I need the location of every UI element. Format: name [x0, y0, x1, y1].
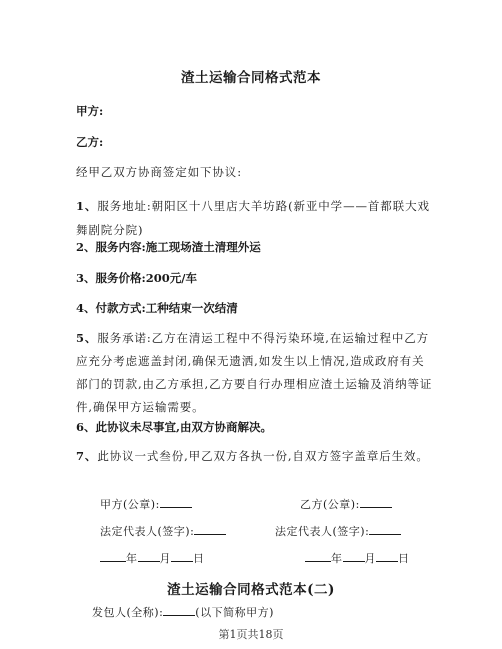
clause-6-text: 此协议未尽事宜,由双方协商解决。: [95, 420, 273, 434]
clause-7-number: 7、: [76, 449, 98, 463]
page-footer: 第1页共18页: [218, 628, 284, 641]
contractor-blank: [163, 603, 195, 616]
party-b-seal: [300, 495, 392, 513]
party-a-seal: [100, 495, 192, 513]
party-b-date: [305, 549, 410, 567]
month-label: 月: [159, 552, 171, 565]
party-b-month-blank: [343, 549, 365, 562]
party-a-month-blank: [138, 549, 160, 562]
intro-text: 经甲乙双方协商签定如下协议:: [76, 165, 242, 179]
contractor-label: 发包人(全称):: [92, 606, 164, 619]
clause-4-number: 4、: [76, 301, 96, 315]
party-a-day-blank: [171, 549, 193, 562]
clause-5-number: 5、: [76, 331, 98, 345]
clause-3-number: 3、: [76, 271, 96, 285]
party-a-rep-blank: [194, 522, 226, 535]
year-label: 年: [126, 552, 138, 565]
party-b-seal-blank: [360, 495, 392, 508]
clause-7-text: 此协议一式叁份,甲乙双方各执一份,自双方签字盖章后生效。: [97, 449, 429, 463]
clause-1-number: 1、: [76, 199, 98, 213]
day-label: 日: [398, 552, 410, 565]
clause-3: [76, 270, 432, 287]
party-b-seal-label: 乙方(公章):: [300, 498, 360, 511]
clause-3-text: 服务价格:200元/车: [95, 271, 197, 285]
clause-5: [76, 327, 434, 419]
party-a-rep-label: 法定代表人(签字):: [100, 525, 195, 538]
clause-2: [76, 239, 432, 256]
clause-4: [76, 300, 432, 317]
clause-6-number: 6、: [76, 420, 96, 434]
party-b-rep-label: 法定代表人(签字):: [275, 525, 370, 538]
clause-5-text: 服务承诺:乙方在清运工程中不得污染环境,在运输过程中乙方应充分考虑遮盖封闭,确保无遗洒,如发生以上情况,造成政府有关部门的罚款,由乙方承担,乙方要自行办理相应渣土运输及消纳等证件,确保甲方运输需要。: [76, 331, 433, 414]
clause-6: [76, 419, 432, 436]
clause-1: [76, 195, 434, 242]
party-a-seal-blank: [160, 495, 192, 508]
party-b-label: 乙方:: [76, 135, 104, 149]
second-document-title: 渣土运输合同格式范本(二): [167, 582, 335, 598]
clause-7: [76, 445, 434, 469]
party-a-rep: [100, 522, 226, 540]
party-a-year-blank: [100, 549, 126, 562]
document-title: 渣土运输合同格式范本: [181, 70, 321, 86]
clause-4-text: 付款方式:工种结束一次结清: [95, 301, 238, 315]
day-label: 日: [193, 552, 205, 565]
contractor-note: (以下简称甲方): [195, 606, 274, 619]
contractor-line: [92, 603, 274, 621]
party-b-day-blank: [376, 549, 398, 562]
party-a-seal-label: 甲方(公章):: [100, 498, 160, 511]
party-b-rep: [275, 522, 401, 540]
clause-2-number: 2、: [76, 240, 96, 254]
party-a-label: 甲方:: [76, 104, 104, 118]
clause-1-text: 服务地址:朝阳区十八里店大羊坊路(新亚中学——首都联大戏舞剧院分院): [76, 199, 430, 237]
party-b-year-blank: [305, 549, 331, 562]
party-b-rep-blank: [369, 522, 401, 535]
year-label: 年: [331, 552, 343, 565]
party-a-date: [100, 549, 205, 567]
clause-2-text: 服务内容:施工现场渣土清理外运: [95, 240, 261, 254]
month-label: 月: [364, 552, 376, 565]
